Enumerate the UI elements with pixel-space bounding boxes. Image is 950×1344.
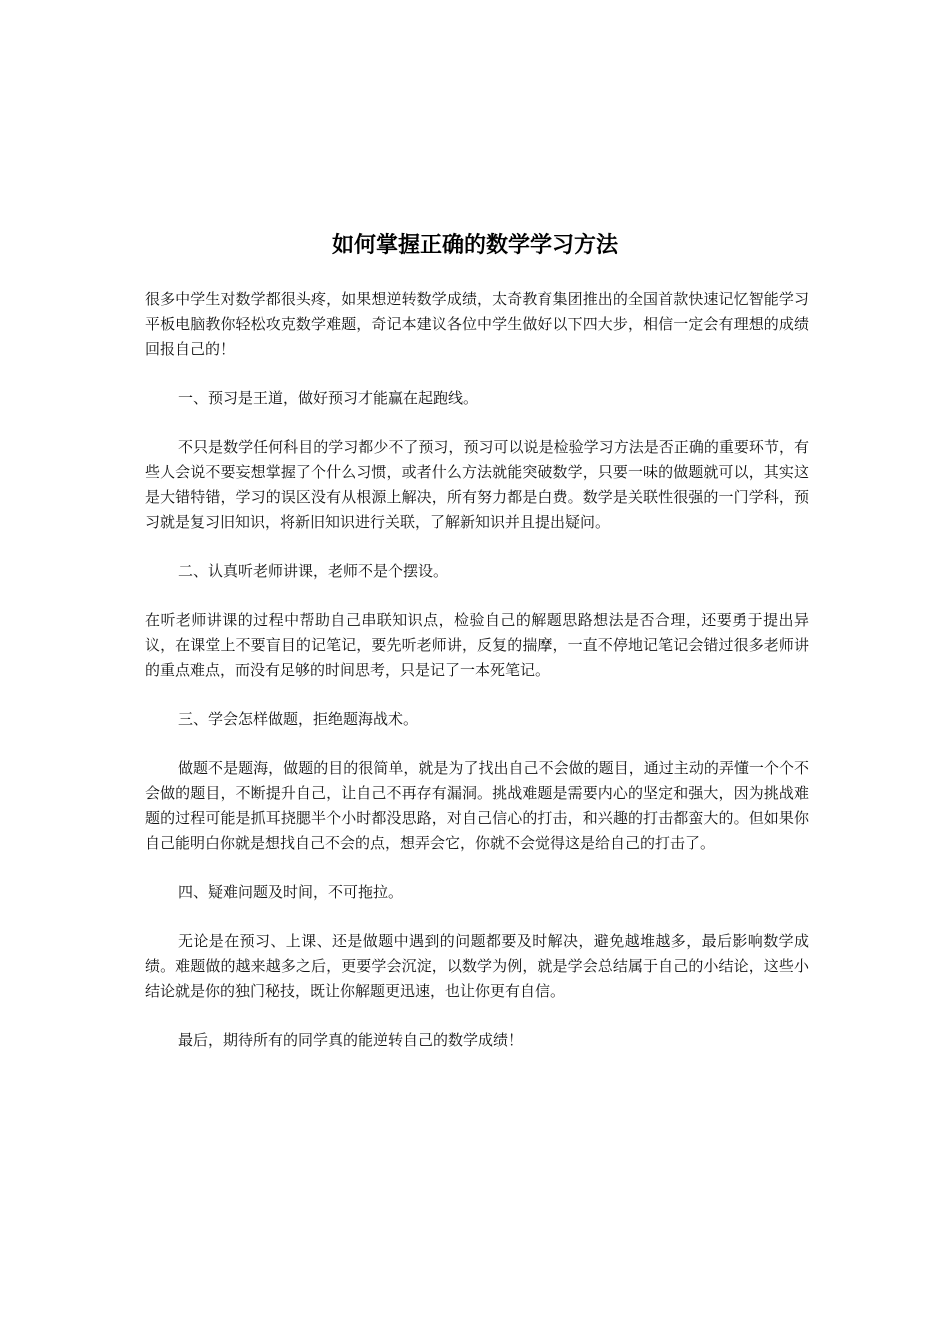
document-body bbox=[145, 287, 809, 1053]
section-body-3: 做题不是题海，做题的目的很简单，就是为了找出自己不会做的题目，通过主动的弄懂一个个不会做的题目，不断提升自己，让自己不再存有漏洞。挑战难题是需要内心的坚定和强大，因为挑战难题的过程可能是抓耳挠腮半个小时都没思路，对自己信心的打击，和兴趣的打击都蛮大的。但如果你自己能明白你就是想找自己不会的点，想弄会它，你就不会觉得这是给自己的打击了。 bbox=[145, 759, 809, 852]
section-heading-3: 三、学会怎样做题，拒绝题海战术。 bbox=[178, 710, 419, 728]
section-heading-2: 二、认真听老师讲课，老师不是个摆设。 bbox=[178, 562, 449, 580]
section-heading-4: 四、疑难问题及时间，不可拖拉。 bbox=[178, 883, 404, 901]
section-body-4: 无论是在预习、上课、还是做题中遇到的问题都要及时解决，避免越堆越多，最后影响数学成绩。难题做的越来越多之后，更要学会沉淀，以数学为例，就是学会总结属于自己的小结论，这些小结论就是你的独门秘技，既让你解题更迅速，也让你更有自信。 bbox=[145, 932, 809, 1000]
section-heading-1: 一、预习是王道，做好预习才能赢在起跑线。 bbox=[178, 389, 479, 407]
intro-paragraph: 很多中学生对数学都很头疼，如果想逆转数学成绩，太奇教育集团推出的全国首款快速记忆智能学习平板电脑教你轻松攻克数学难题，奇记本建议各位中学生做好以下四大步，相信一定会有理想的成绩回报自己的！ bbox=[145, 290, 809, 358]
section-body-1: 不只是数学任何科目的学习都少不了预习，预习可以说是检验学习方法是否正确的重要环节，有些人会说不要妄想掌握了个什么习惯，或者什么方法就能突破数学，只要一味的做题就可以，其实这是大错特错，学习的误区没有从根源上解决，所有努力都是白费。数学是关联性很强的一门学科，预习就是复习旧知识，将新旧知识进行关联，了解新知识并且提出疑问。 bbox=[145, 438, 809, 531]
section-body-2: 在听老师讲课的过程中帮助自己串联知识点，检验自己的解题思路想法是否合理，还要勇于提出异议，在课堂上不要盲目的记笔记，要先听老师讲，反复的揣摩，一直不停地记笔记会错过很多老师讲的重点难点，而没有足够的时间思考，只是记了一本死笔记。 bbox=[145, 611, 809, 679]
document-title: 如何掌握正确的数学学习方法 bbox=[331, 232, 618, 258]
closing-paragraph: 最后，期待所有的同学真的能逆转自己的数学成绩！ bbox=[178, 1031, 524, 1049]
